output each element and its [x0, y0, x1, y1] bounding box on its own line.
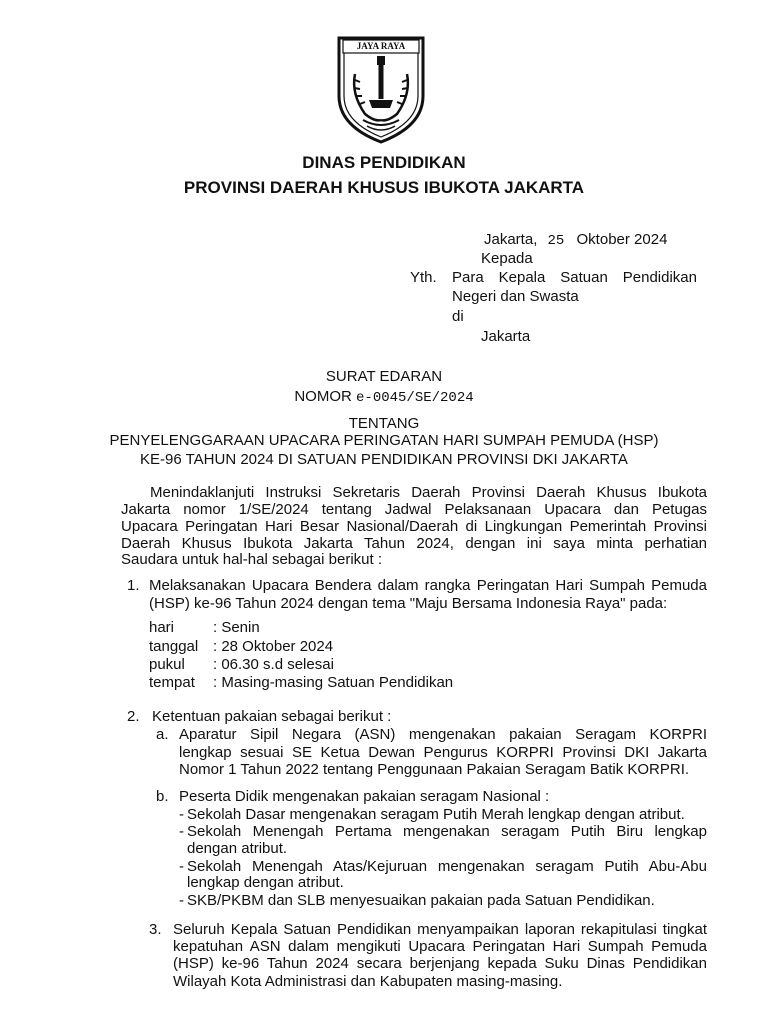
dash-item: Sekolah Dasar mengenakan seragam Putih Merah lengkap dengan atribut.: [187, 806, 685, 823]
intro-line-text: Jakarta nomor 1/SE/2024 tentang Jadwal Pelaksanaan Upacara dan Petugas: [121, 501, 707, 518]
date-month-year: Oktober 2024: [576, 231, 668, 248]
item2b-intro: Peserta Didik mengenakan pakaian seragam Nasional :: [179, 788, 550, 805]
agency-province: PROVINSI DAERAH KHUSUS IBUKOTA JAKARTA: [183, 178, 585, 197]
agency-name: DINAS PENDIDIKAN: [302, 153, 466, 172]
item3-line-text: Seluruh Kepala Satuan Pendidikan menyampaikan laporan rekapitulasi tingkat: [173, 921, 707, 938]
item1-line: (HSP) ke-96 Tahun 2024 dengan tema "Maju Bersama Indonesia Raya" pada:: [149, 595, 668, 612]
dash-icon: -: [179, 858, 184, 875]
schedule-value: : Senin: [213, 619, 260, 636]
nomor-value: e-0045/SE/2024: [356, 390, 474, 406]
schedule-label: tempat: [149, 674, 195, 691]
recipient-city: Jakarta: [481, 328, 531, 345]
schedule-value: : Masing-masing Satuan Pendidikan: [213, 674, 454, 691]
place-prefix: Jakarta,: [484, 231, 538, 248]
item1-line-text: Melaksanakan Upacara Bendera dalam rangka Peringatan Hari Sumpah Pemuda: [149, 577, 707, 594]
item-number: 3.: [149, 921, 162, 938]
yth-label: Yth.: [410, 269, 437, 286]
dash-item-cont: lengkap dengan atribut.: [187, 874, 344, 891]
tentang-label: TENTANG: [348, 415, 420, 432]
item-number: 1.: [127, 577, 140, 594]
item3-line-text: (HSP) ke-96 Tahun 2024 secara berjenjang kepada Suku Dinas Pendidikan: [173, 955, 707, 972]
date-day: 25: [547, 233, 565, 249]
dash-item-text: Sekolah Menengah Pertama mengenakan seragam Putih Biru lengkap: [187, 823, 707, 840]
subject-line2: KE-96 TAHUN 2024 DI SATUAN PENDIDIKAN PROVINSI DKI JAKARTA: [140, 451, 628, 468]
dash-item-text: Sekolah Menengah Atas/Kejuruan mengenakan seragam Putih Abu-Abu: [187, 858, 707, 875]
schedule-label: tanggal: [149, 638, 199, 655]
dash-item-cont: dengan atribut.: [187, 840, 288, 857]
item2a-line-text: Aparatur Sipil Negara (ASN) mengenakan pakaian Seragam KORPRI: [179, 726, 707, 743]
document-number: [0, 387, 768, 408]
recipient-line1: [452, 268, 697, 287]
dash-icon: -: [179, 823, 184, 840]
recipient-line2: Negeri dan Swasta: [452, 288, 579, 305]
di-label: di: [452, 308, 464, 325]
dash-item: SKB/PKBM dan SLB menyesuaikan pakaian pada Satuan Pendidikan.: [187, 892, 655, 909]
intro-line-text: Upacara Peringatan Hari Besar Nasional/Daerah di Lingkungan Pemerintah Provinsi: [121, 518, 707, 535]
item2a-line: Nomor 1 Tahun 2022 tentang Penggunaan Pakaian Seragam Batik KORPRI.: [179, 761, 690, 778]
kepada-label: Kepada: [481, 250, 533, 267]
jakarta-emblem-icon: [333, 34, 429, 146]
schedule-label: pukul: [149, 656, 185, 673]
nomor-label: NOMOR: [294, 388, 352, 405]
intro-line-text: Menindaklanjuti Instruksi Sekretaris Daerah Provinsi Daerah Khusus Ibukota: [150, 484, 707, 501]
item3-line: Wilayah Kota Administrasi dan Kabupaten masing-masing.: [173, 973, 563, 990]
item2b-letter: b.: [156, 788, 169, 805]
recipient-line1-text: Para Kepala Satuan Pendidikan: [452, 269, 697, 286]
item2a-letter: a.: [156, 726, 169, 743]
schedule-label: hari: [149, 619, 175, 636]
item3-line: [173, 954, 707, 973]
item1-line: [149, 576, 707, 595]
intro-line: Saudara untuk hal-hal sebagai berikut :: [121, 551, 383, 568]
subject-line1: PENYELENGGARAAN UPACARA PERINGATAN HARI SUMPAH PEMUDA (HSP): [109, 432, 659, 449]
dash-icon: -: [179, 892, 184, 909]
document-type: SURAT EDARAN: [325, 368, 443, 385]
item-number: 2.: [127, 708, 140, 725]
item3-line-text: kepatuhan ASN dalam mengikuti Upacara Peringatan Hari Sumpah Pemuda: [173, 938, 707, 955]
schedule-value: : 06.30 s.d selesai: [213, 656, 334, 673]
item2-intro: Ketentuan pakaian sebagai berikut :: [152, 708, 392, 725]
schedule-value: : 28 Oktober 2024: [213, 638, 334, 655]
dash-icon: -: [179, 806, 184, 823]
place-date: [484, 230, 667, 251]
item2a-line: [179, 725, 707, 744]
intro-line-text: Daerah Khusus Ibukota Jakarta Tahun 2024, dengan ini saya minta perhatian: [121, 535, 707, 552]
item2a-line-text: lengkap sesuai SE Ketua Dewan Pengurus KORPRI Provinsi DKI Jakarta: [179, 744, 707, 761]
emblem-motto: JAYA RAYA: [356, 41, 406, 51]
